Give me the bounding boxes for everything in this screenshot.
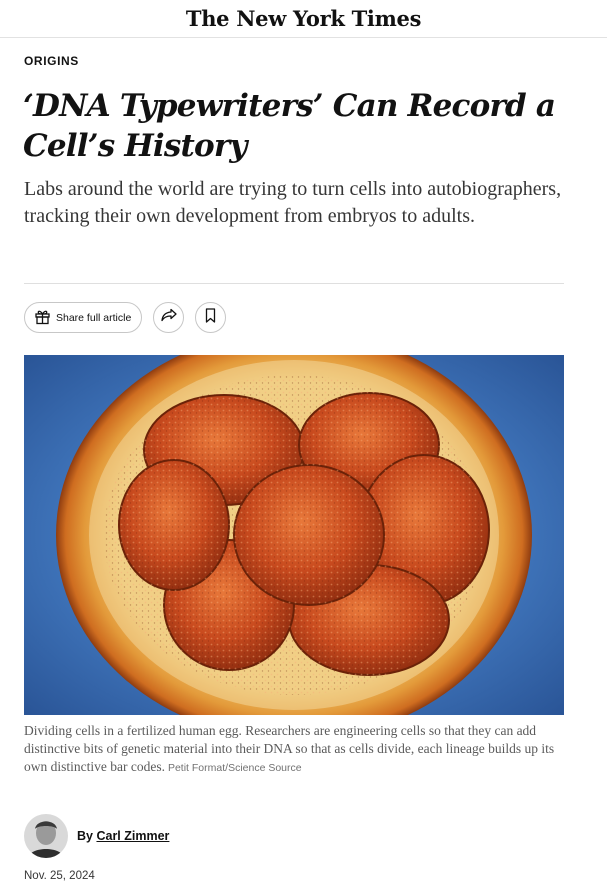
image-caption: [24, 722, 564, 777]
section-kicker[interactable]: ORIGINS: [24, 54, 79, 68]
caption-text: Dividing cells in a fertilized human egg. Researchers are engineering cells so that they can add distinctive bits of genetic material into their DNA so that as cells divide, each lineage builds up its own distinctive bar codes.: [24, 723, 555, 774]
share-arrow-icon: [161, 308, 177, 327]
share-full-article-button[interactable]: [24, 302, 142, 333]
share-label: Share full article: [56, 311, 132, 324]
masthead: [0, 0, 607, 38]
save-button[interactable]: [195, 302, 226, 333]
byline-text: [77, 829, 169, 843]
gift-icon: [34, 308, 51, 328]
byline-prefix: By: [77, 829, 93, 843]
author-link[interactable]: Carl Zimmer: [96, 829, 170, 843]
headline: ‘DNA Typewriters’ Can Record a Cell’s History: [23, 88, 556, 164]
share-toolbar: [24, 302, 226, 333]
photo-credit: Petit Format/Science Source: [167, 762, 302, 774]
hero-image[interactable]: [24, 355, 564, 715]
byline: [24, 814, 169, 858]
divider: [24, 283, 564, 284]
author-avatar[interactable]: [24, 814, 68, 858]
share-button[interactable]: [153, 302, 184, 333]
publish-date: Nov. 25, 2024: [24, 870, 95, 882]
nyt-logo[interactable]: The New York Times: [185, 6, 422, 31]
bookmark-icon: [205, 308, 216, 328]
article-summary: Labs around the world are trying to turn cells into autobiographers, tracking their own development from embryos to adults.: [24, 178, 562, 227]
